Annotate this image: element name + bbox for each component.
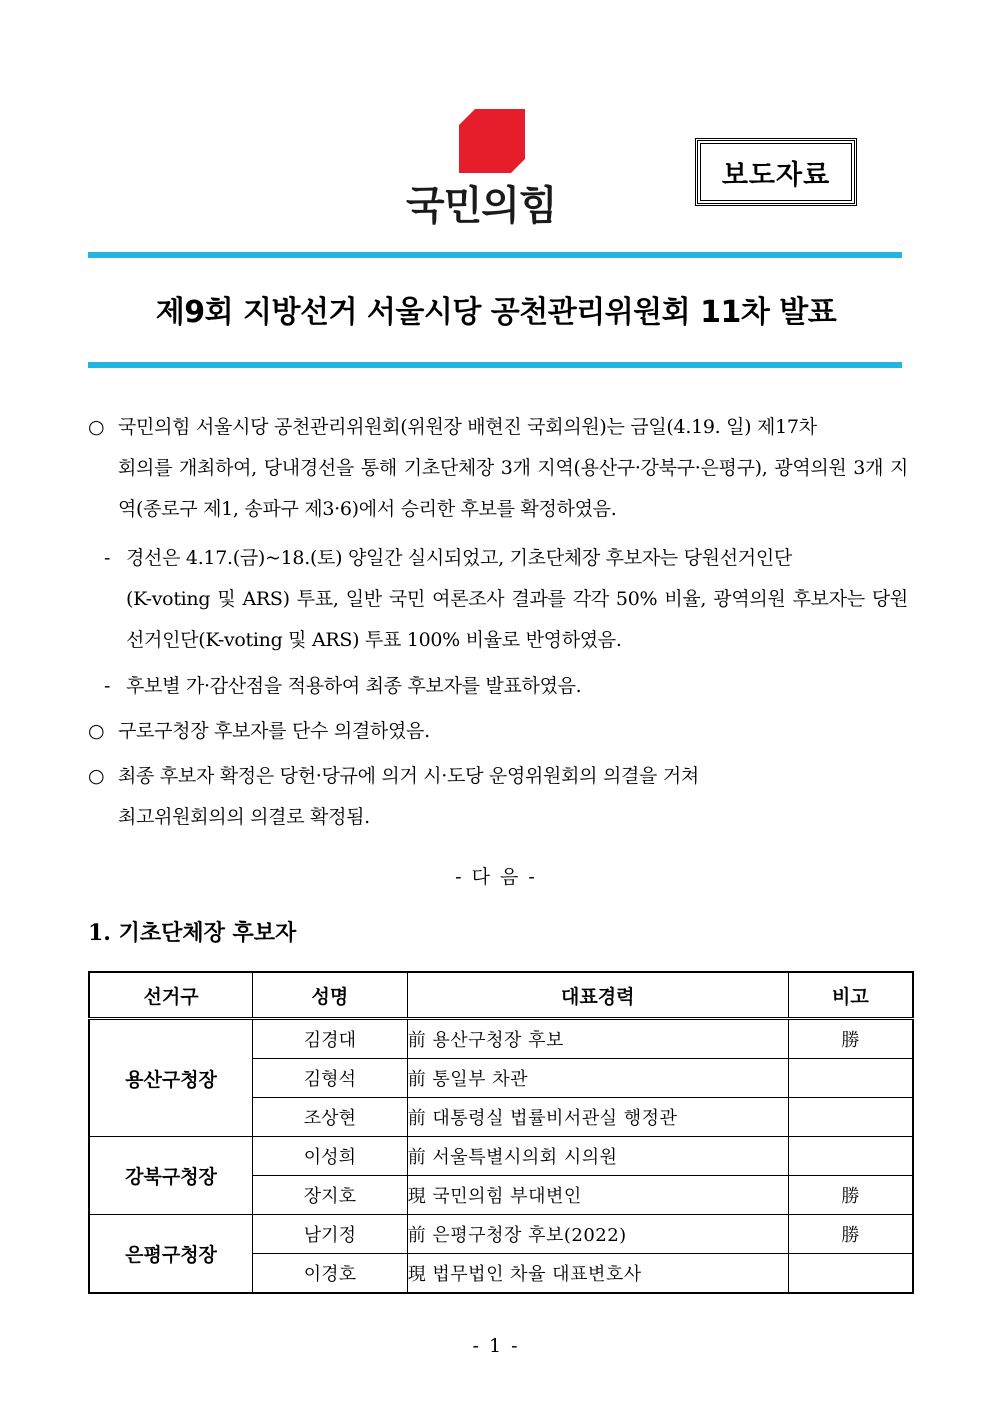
bullet-paragraph-2	[88, 711, 908, 752]
party-logo-text: 국민의힘	[406, 183, 557, 229]
bullet-text-rest: 최고위원회의의 의결로 확정됨.	[118, 806, 370, 828]
page-number: - 1 -	[472, 1335, 520, 1357]
candidate-name: 이경호	[253, 1254, 408, 1294]
dash-paragraph-2	[104, 666, 908, 707]
header-name: 성명	[253, 972, 408, 1019]
candidate-name: 장지호	[253, 1176, 408, 1215]
title-rule-bottom	[88, 362, 902, 368]
candidate-note	[788, 1137, 913, 1176]
bullet-symbol: ○	[88, 720, 105, 742]
header-career: 대표경력	[407, 972, 788, 1019]
candidate-career: 現 국민의힘 부대변인	[407, 1176, 788, 1215]
press-release-badge: 보도자료	[695, 138, 857, 206]
candidate-career: 前 은평구청장 후보(2022)	[407, 1215, 788, 1254]
candidate-name: 김경대	[253, 1019, 408, 1059]
bullet-symbol: ○	[88, 416, 105, 438]
district-cell: 은평구청장	[89, 1215, 253, 1294]
dash-text-rest: (K-voting 및 ARS) 투표, 일반 국민 여론조사 결과를 각각 50% 비율, 광역의원 후보자는 당원선거인단(K-voting 및 ARS) 투표 100% 비율로 반영하였음.	[126, 588, 908, 651]
dash-symbol: -	[104, 547, 111, 569]
table-row	[89, 1215, 913, 1254]
candidate-career: 前 통일부 차관	[407, 1059, 788, 1098]
candidate-name: 이성희	[253, 1137, 408, 1176]
bullet-text-first: 최종 후보자 확정은 당헌·당규에 의거 시·도당 운영위원회의 의결을 거쳐	[118, 765, 699, 787]
candidate-note: 勝	[788, 1176, 913, 1215]
header-district: 선거구	[89, 972, 253, 1019]
dash-text-first: 경선은 4.17.(금)~18.(토) 양일간 실시되었고, 기초단체장 후보자는 당원선거인단	[126, 547, 792, 569]
candidate-note	[788, 1098, 913, 1137]
candidate-note: 勝	[788, 1215, 913, 1254]
dash-text-first: 후보별 가·감산점을 적용하여 최종 후보자를 발표하였음.	[126, 675, 582, 697]
candidate-career: 前 대통령실 법률비서관실 행정관	[407, 1098, 788, 1137]
bullet-text-first: 국민의힘 서울시당 공천관리위원회(위원장 배현진 국회의원)는 금일(4.19. 일) 제17차	[118, 416, 817, 438]
following-marker: - 다 음 -	[455, 866, 537, 888]
table-header-row	[89, 972, 913, 1019]
title-rule-top	[88, 252, 902, 258]
party-logo-mark	[459, 109, 525, 173]
candidate-note	[788, 1059, 913, 1098]
candidate-note	[788, 1254, 913, 1294]
bullet-text-rest: 회의를 개최하여, 당내경선을 통해 기초단체장 3개 지역(용산구·강북구·은평구), 광역의원 3개 지역(종로구 제1, 송파구 제3·6)에서 승리한 후보를 확정하였음.	[118, 457, 908, 520]
table-row	[89, 1019, 913, 1059]
dash-symbol: -	[104, 675, 111, 697]
section-title: 1. 기초단체장 후보자	[88, 920, 297, 946]
candidate-career: 現 법무법인 차율 대표변호사	[407, 1254, 788, 1294]
document-title: 제9회 지방선거 서울시당 공천관리위원회 11차 발표	[155, 295, 837, 330]
candidate-note: 勝	[788, 1019, 913, 1059]
table-row	[89, 1137, 913, 1176]
header-note: 비고	[788, 972, 913, 1019]
district-cell: 강북구청장	[89, 1137, 253, 1215]
candidate-table	[88, 971, 914, 1294]
bullet-paragraph-3	[88, 756, 908, 838]
candidate-career: 前 용산구청장 후보	[407, 1019, 788, 1059]
candidate-name: 김형석	[253, 1059, 408, 1098]
dash-paragraph-1	[104, 538, 908, 661]
district-cell: 용산구청장	[89, 1019, 253, 1137]
candidate-name: 남기정	[253, 1215, 408, 1254]
bullet-paragraph-1	[88, 407, 908, 530]
candidate-name: 조상현	[253, 1098, 408, 1137]
bullet-symbol: ○	[88, 765, 105, 787]
candidate-career: 前 서울특별시의회 시의원	[407, 1137, 788, 1176]
bullet-text-first: 구로구청장 후보자를 단수 의결하였음.	[118, 720, 430, 742]
